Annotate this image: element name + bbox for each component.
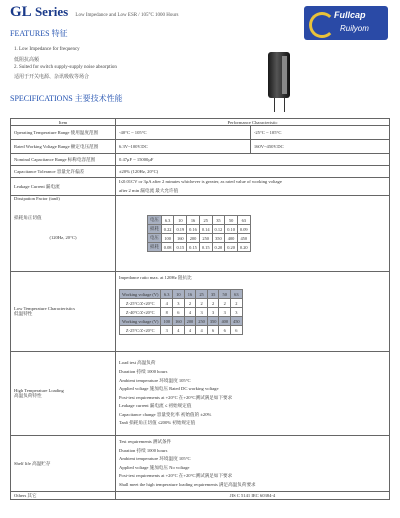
capacitor-image	[268, 52, 290, 98]
features-heading: FEATURES 特征	[10, 29, 68, 38]
impedance-ratio-table: Working voltage (V) 6.3 10 16 25 35 50 63 Z-25°C/Z+20°C 4 3 2 2 2 2 2 Z-40°C/Z+20°C 8 6 4 3 3 3 3 Working voltage (V) 100 160 200 250 350 400 450 Z-25°C/Z+20°C 3 4 4 4 6 6 6	[119, 289, 243, 335]
spec-row-others: Others 其它 JIS C 5141 IEC 60384-4	[11, 492, 390, 500]
specifications-heading: SPECIFICATIONS 主要技术性能	[10, 94, 123, 103]
spec-row-tolerance: Capacitance Tolerance 容量允许偏差 ±20% (120Hz, 20°C)	[11, 166, 390, 178]
polarity-band	[282, 56, 287, 94]
capacitor-lead	[284, 98, 285, 112]
feature-item: 适用于开关电源、杂讯吸收等场合	[14, 75, 90, 80]
fullcap-logo: Fullcap Ruilyom	[304, 6, 388, 40]
spec-row-rated-voltage: Rated Working Voltage Range 额定电压范围 6.3V~100V.DC 160V~450V.DC	[11, 140, 390, 154]
feature-item: 2. Suited for switch supply-supply noise absorption	[14, 65, 117, 70]
spec-row-op-temp: Operating Temperature Range 使用温度范围 -40°C ~ 105°C -25°C ~ 105°C	[11, 126, 390, 140]
spec-row-high-temp-load: High Temperature Loading 高温负荷特性 Load test 高温负荷 Duration 持续 1000 hours Ambient temperature 环境温度 105°C Applied voltage 施加电压 Rated DC working voltage Post-test requirements at +20°C 在+20°C测试满足如下要求 Leakage current 漏电流 ≤ 初始规定值 Capacitance change 容量变化率 初始值的 ±20% Tanδ 损耗角正切值 ≤200% 初始规定值	[11, 352, 390, 436]
spec-row-dissipation: Dissipation Factor (tanδ) 损耗角正切值 (120Hz, 20°C) 电压 6.3 10 16 25 35 50 63 损耗 0.22 0.19 0.16 0.14 0.12 0.10 0.09 电压 100 160 200 250 350 400 450 损耗 0.08 0.15 0.15 0.15 0.20 0.20 0.20	[11, 196, 390, 272]
spec-table	[10, 118, 390, 500]
df-table: 电压 6.3 10 16 25 35 50 63 损耗 0.22 0.19 0.16 0.14 0.12 0.10 0.09 电压 100 160 200 250 350 400 450 损耗 0.08 0.15 0.15 0.15 0.20 0.20 0.20	[147, 215, 251, 252]
spec-row-leakage: Leakage Current 漏电流 I≤0.01CV or 3μA after 2 minutes whichever is greater, as rated value of working voltage after 2 min 漏电流 最大允许值	[11, 178, 390, 196]
feature-item: 1. Low Impedance for frequency	[14, 47, 80, 52]
swirl-logo-icon	[309, 12, 335, 38]
feature-item: 低阻抗高頻	[14, 58, 40, 63]
spec-row-shelf-life: Shelf life 高温贮存 Test requirements 测试条件 Duration 持续 1000 hours Ambient temperature 环境温度 105°C Applied voltage 施加电压 No voltage Post-test requirements at +20°C 在+20°C测试满足如下要求 Shall meet the high temperature loading requirements 满足高温负荷要求	[11, 436, 390, 492]
spec-row-nominal-cap: Nominal Capacitance Range 标称电容范围 0.47μF ~ 15000μF	[11, 154, 390, 166]
capacitor-lead	[274, 98, 275, 112]
series-title: GL Series Low Impedance and Low ESR / 105°C 1000 Hours	[10, 4, 179, 20]
spec-row-low-temp: Low Temperature Characteristics 低温特性 Impedance ratio max. at 120Hz 阻抗比 Working voltage (V) 6.3 10 16 25 35 50 63 Z-25°C/Z+20°C 4 3 2 2 2 2 2 Z-40°C/Z+20°C 8 6 4 3 3 3 3 Working voltage (V) 100 160 200 250 350 400 450 Z-25°C/Z+20°C 3 4 4 4 6 6 6	[11, 272, 390, 352]
spec-header-row: Item Performance Characteristic	[11, 119, 390, 126]
